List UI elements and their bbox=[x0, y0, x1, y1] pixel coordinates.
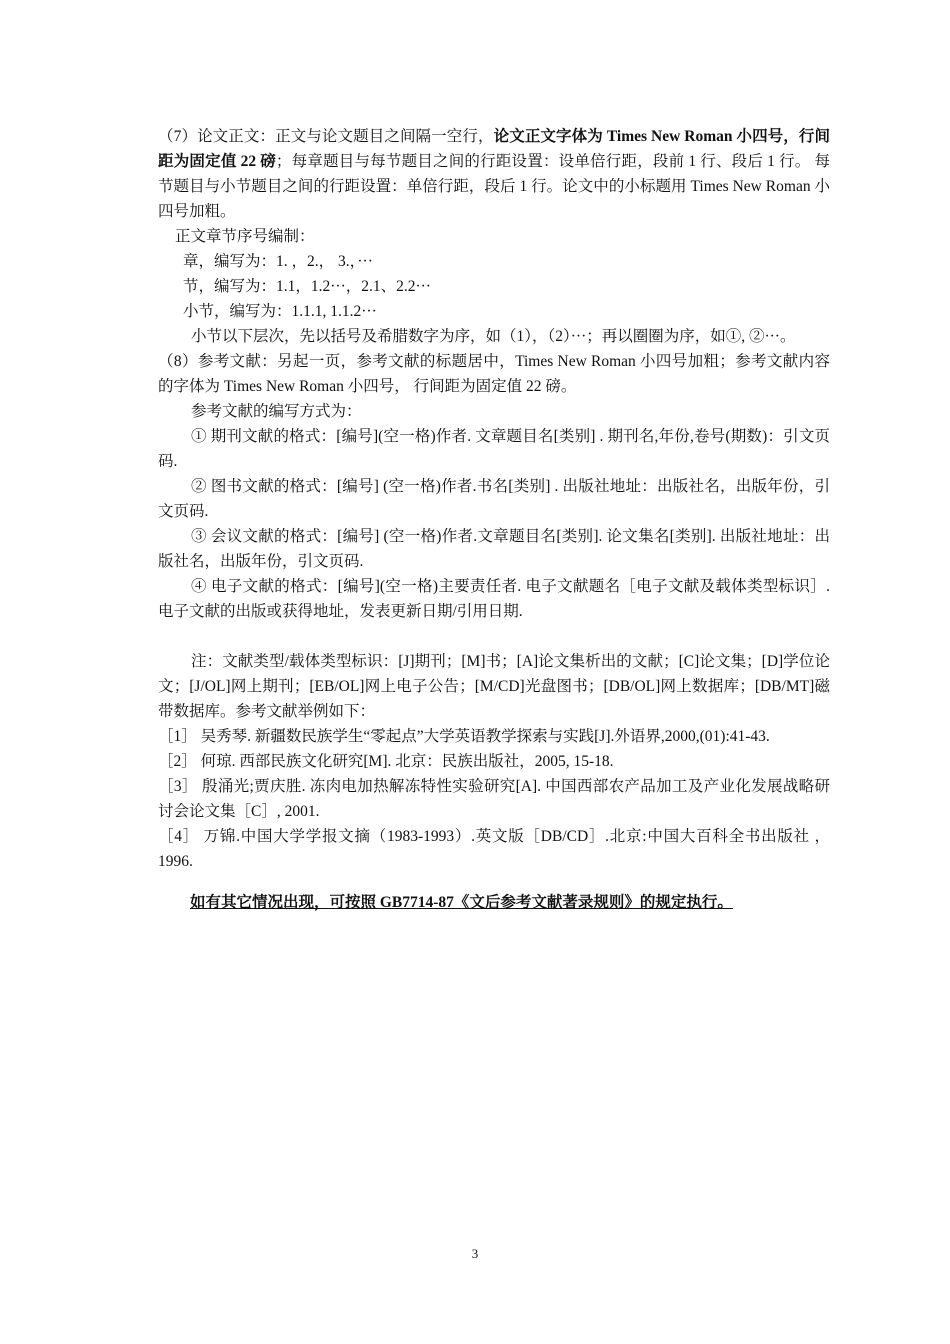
paragraph-7-bold: 论文正文字体为 Times New Roman 小四号，行间距为固定值 22 磅 bbox=[158, 128, 830, 170]
reference-4: ［4］ 万锦.中国大学学报文摘（1983-1993）.英文版［DB/CD］.北京:中国大百科全书出版社 ，1996. bbox=[158, 828, 830, 870]
paragraph-7-rest: ；每章题目与每节题目之间的行距设置：设单倍行距，段前 1 行、段后 1 行。 每节题目与小节题目之间的行距设置：单倍行距，段后 1 行。论文中的小标题用 Times New Roman 小四号加粗。 bbox=[158, 153, 830, 220]
format-conference: ③ 会议文献的格式：[编号] (空一格)作者.文章题目名[类别]. 论文集名[类别]. 出版社地址：出版社名，出版年份，引文页码. bbox=[158, 528, 830, 570]
ref-format-title: 参考文献的编写方式为： bbox=[191, 403, 362, 420]
paragraph-7 bbox=[158, 124, 830, 224]
format-journal: ① 期刊文献的格式：[编号](空一格)作者. 文章题目名[类别] . 期刊名,年份,卷号(期数)：引文页码. bbox=[158, 428, 830, 470]
type-note: 注：文献类型/载体类型标识：[J]期刊；[M]书；[A]论文集析出的文献；[C]论文集；[D]学位论文；[J/OL]网上期刊；[EB/OL]网上电子公告；[M/CD]光盘图书；[DB/OL]网上数据库；[DB/MT]磁带数据库。参考文献举例如下： bbox=[158, 653, 830, 720]
page-number: 3 bbox=[471, 1246, 479, 1261]
document-body bbox=[158, 124, 830, 915]
final-note: 如有其它情况出现，可按照 GB7714-87《文后参考文献著录规则》的规定执行。 bbox=[190, 894, 733, 911]
numbering-subsection: 小节，编写为：1.1.1, 1.1.2··· bbox=[183, 303, 377, 320]
reference-1: ［1］ 吴秀琴. 新疆数民族学生“零起点”大学英语教学探索与实践[J].外语界,2000,(01):41-43. bbox=[158, 728, 770, 745]
numbering-section: 节，编写为：1.1，1.2···，2.1、2.2··· bbox=[183, 278, 431, 295]
numbering-chapter: 章，编写为：1. ，2.， 3.，··· bbox=[183, 253, 373, 270]
paragraph-8: （8）参考文献：另起一页，参考文献的标题居中，Times New Roman 小四号加粗；参考文献内容的字体为 Times New Roman 小四号， 行间距为固定值 22 磅。 bbox=[158, 353, 830, 395]
numbering-below-subsection: 小节以下层次，先以括号及希腊数字为序，如（1），（2）···；再以圈圈为序，如①, ②···。 bbox=[191, 328, 796, 345]
spacer bbox=[158, 874, 830, 890]
reference-2: ［2］ 何琼. 西部民族文化研究[M]. 北京：民族出版社，2005, 15-18. bbox=[158, 753, 614, 770]
numbering-title: 正文章节序号编制： bbox=[175, 228, 315, 245]
format-book: ② 图书文献的格式：[编号] (空一格)作者.书名[类别] . 出版社地址：出版社名，出版年份，引文页码. bbox=[158, 478, 830, 520]
reference-3: ［3］ 殷涌光;贾庆胜. 冻肉电加热解冻特性实验研究[A]. 中国西部农产品加工及产业化发展战略研讨会论文集［C］, 2001. bbox=[158, 778, 830, 820]
format-electronic: ④ 电子文献的格式：[编号](空一格)主要责任者. 电子文献题名［电子文献及载体类型标识］.电子文献的出版或获得地址，发表更新日期/引用日期. bbox=[158, 578, 830, 620]
paragraph-7-intro: （7）论文正文：正文与论文题目之间隔一空行， bbox=[158, 128, 494, 145]
spacer bbox=[158, 624, 830, 649]
